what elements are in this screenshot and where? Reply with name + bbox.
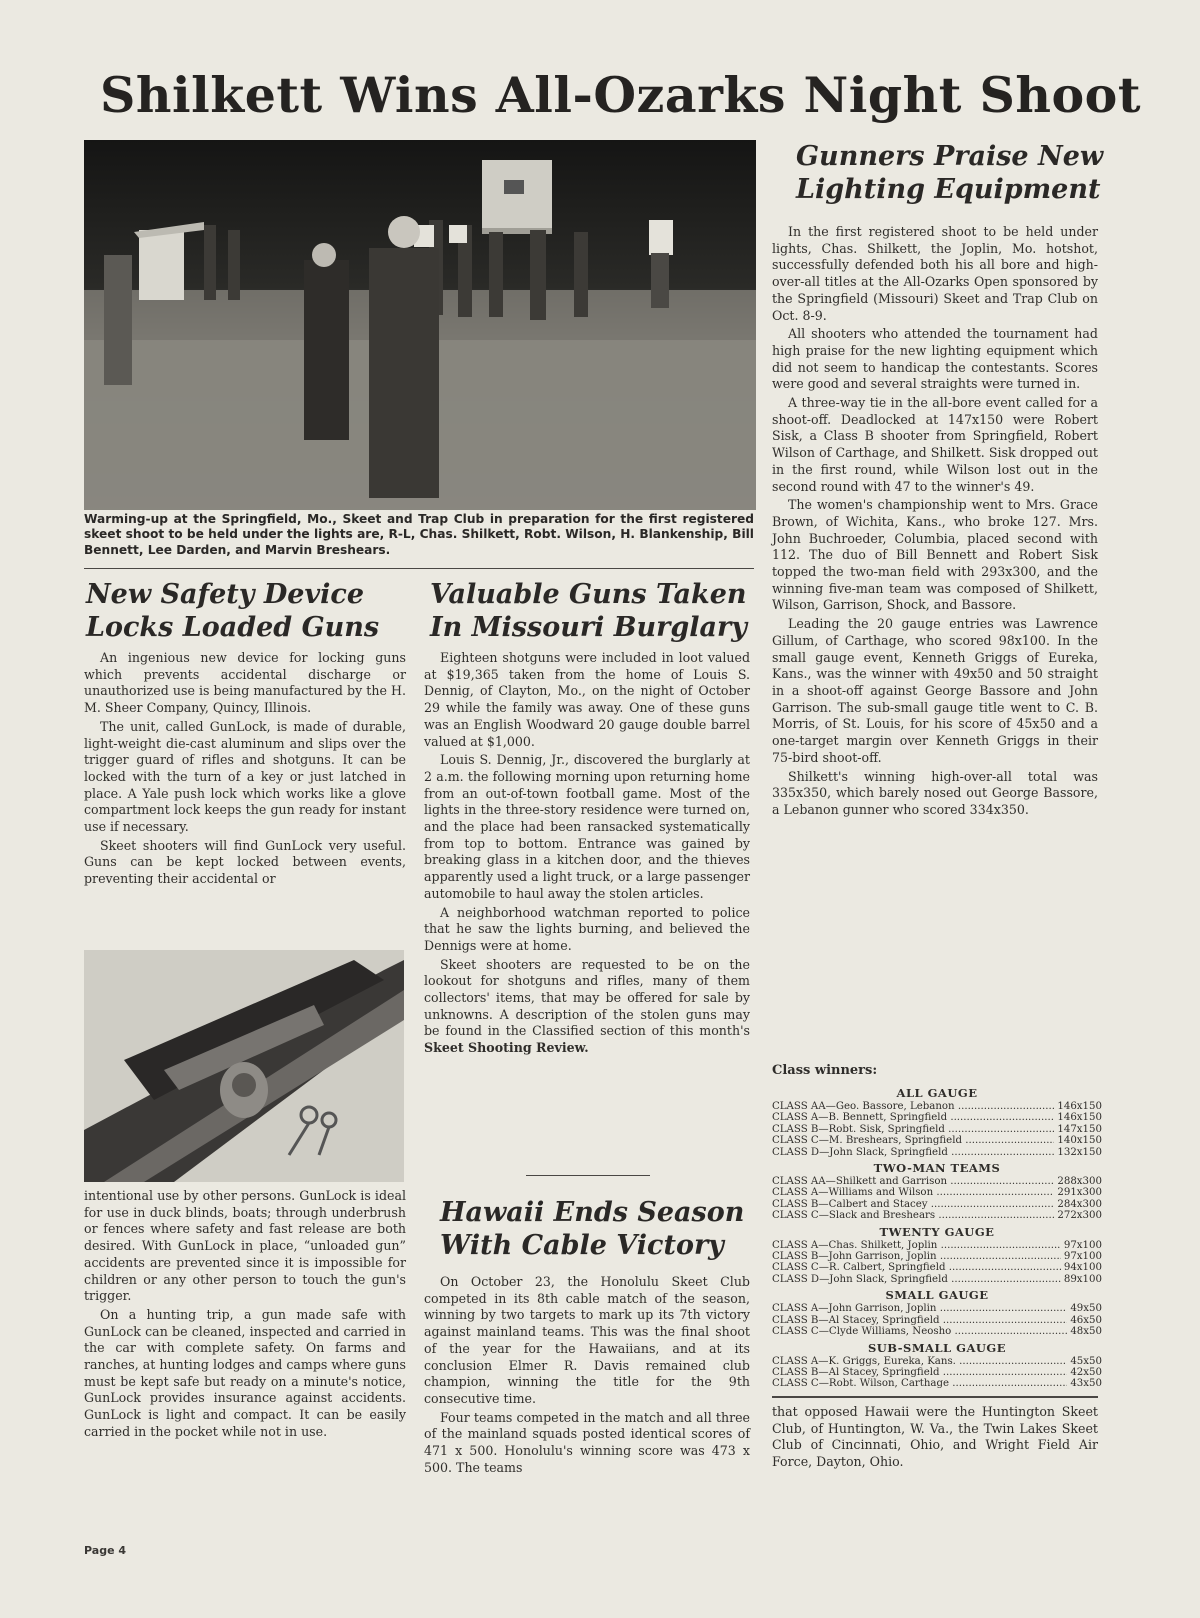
burglary-heading-line-2: In Missouri Burglary	[430, 612, 747, 643]
score-row	[772, 1262, 1102, 1273]
score-row	[772, 1326, 1102, 1337]
score-row	[772, 1147, 1102, 1158]
safety-paragraph: The unit, called GunLock, is made of durable, light-weight die-cast aluminum and slips over the trigger guard of rifles and shotguns. It can be locked with the turn of a key or just latched in place. A Yale push lock which works like a glove compartment lock keeps the gun ready for instant use if necessary.	[84, 718, 406, 835]
score-row-label: CLASS A—B. Bennett, Springfield .....	[772, 1112, 1054, 1123]
skeet-shooting-review: Skeet Shooting Review.	[424, 1040, 589, 1056]
burglary-last-text: Skeet shooters are requested to be on the lookout for shotguns and rifles, many of them collectors' items, that may be offered for sale by unknowns. A description of the stolen guns may be found in the Classified section of this month's	[424, 956, 750, 1039]
score-row-value: 49x50	[1070, 1303, 1102, 1315]
burglary-heading	[430, 578, 747, 644]
score-row-label: CLASS D—John Slack, Springfield .....	[772, 1147, 1054, 1158]
lighting-paragraph: The women's championship went to Mrs. Grace Brown, of Wichita, Kans., who broke 127. Mrs. John Buchroeder, Columbia, placed second with 112. The duo of Bill Bennett and Robert Sisk topped the two-man field with 293x300, and the winning five-man team was composed of Shilkett, Wilson, Garrison, Shock, and Bassore.	[772, 497, 1098, 613]
score-row-value: 272x300	[1057, 1210, 1102, 1222]
lighting-paragraph: In the first registered shoot to be held under lights, Chas. Shilkett, the Joplin, Mo. hotshot, successfully defended both his all bore and high-over-all titles at the All-Ozarks Open sponsored by the Springfield (Missouri) Skeet and Trap Club on Oct. 8-9.	[772, 224, 1098, 323]
score-row-value: 48x50	[1070, 1326, 1102, 1338]
safety-heading	[86, 578, 379, 644]
gunlock-photo	[84, 950, 404, 1182]
safety-article-body-top	[84, 650, 406, 890]
score-row-label: CLASS B—John Garrison, Joplin .....	[772, 1251, 1061, 1262]
score-row-value: 94x100	[1063, 1262, 1102, 1274]
score-row-label: CLASS AA—Geo. Bassore, Lebanon .....	[772, 1101, 1054, 1112]
score-row-label: CLASS A—Williams and Wilson .....	[772, 1187, 1054, 1198]
score-row-label: CLASS B—Al Stacey, Springfield .....	[772, 1315, 1067, 1326]
hawaii-heading-line-1: Hawaii Ends Season	[440, 1197, 745, 1228]
burglary-heading-line-1: Valuable Guns Taken	[430, 579, 747, 610]
safety-paragraph: intentional use by other persons. GunLock is ideal for use in duck blinds, boats; through underbrush or fences where safety and fast release are both desired. With GunLock in place, “unloaded gun” accidents are prevented since it is impossible for children or any other person to touch the gun's trigger.	[84, 1188, 406, 1304]
safety-paragraph: On a hunting trip, a gun made safe with GunLock can be cleaned, inspected and carried in the car with complete safety. On farms and ranches, at hunting lodges and camps where guns must be kept safe but ready on a minute's notice, GunLock provides insurance against accidents. GunLock is light and compact. It can be easily carried in the pocket while not in use.	[84, 1306, 406, 1439]
score-row-label: CLASS B—Calbert and Stacey .....	[772, 1199, 1054, 1210]
headline: Shilkett Wins All-Ozarks Night Shoot	[100, 66, 1141, 124]
score-row-label: CLASS A—Chas. Shilkett, Joplin .....	[772, 1240, 1061, 1251]
score-row-value: 288x300	[1057, 1176, 1102, 1188]
lighting-paragraph: A three-way tie in the all-bore event called for a shoot-off. Deadlocked at 147x150 were Robert Sisk, a Class B shooter from Springfield, Robert Wilson of Carthage, and Shilkett. Sisk dropped out in the first round, while Wilson lost out in the second round with 47 to the winner's 49.	[772, 395, 1098, 494]
score-row-value: 147x150	[1057, 1123, 1102, 1135]
safety-heading-line-1: New Safety Device	[86, 579, 365, 610]
score-section	[772, 1225, 1102, 1286]
score-section-title: ALL GAUGE	[896, 1086, 978, 1100]
lighting-paragraph: All shooters who attended the tournament had high praise for the new lighting equipment which did not seem to handicap the contestants. Scores were good and several straights were turned in.	[772, 326, 1098, 392]
burglary-paragraph: Eighteen shotguns were included in loot valued at $19,365 taken from the home of Louis S. Dennig, of Clayton, Mo., on the night of October 29 while the family was away. One of these guns was an English Woodward 20 gauge double barrel valued at $1,000.	[424, 650, 750, 749]
score-row-label: CLASS C—R. Calbert, Springfield .....	[772, 1262, 1061, 1273]
score-section-title: TWO-MAN TEAMS	[873, 1161, 1001, 1176]
score-row	[772, 1356, 1102, 1367]
score-row	[772, 1101, 1102, 1112]
safety-heading-line-2: Locks Loaded Guns	[86, 612, 380, 643]
safety-article-body-bottom	[84, 1188, 406, 1443]
burglary-article-body	[424, 650, 750, 1059]
short-rule	[526, 1175, 650, 1176]
score-row-label: CLASS A—K. Griggs, Eureka, Kans. .....	[772, 1356, 1067, 1367]
hawaii-paragraph: Four teams competed in the match and all three of the mainland squads posted identical scores of 471 x 500. Honolulu's winning score was 473 x 500. The teams	[424, 1409, 750, 1475]
score-section-title: SUB-SMALL GAUGE	[867, 1340, 1007, 1355]
score-section	[772, 1086, 1102, 1158]
score-row-label: CLASS C—M. Breshears, Springfield .....	[772, 1135, 1054, 1146]
score-row-value: 140x150	[1057, 1135, 1102, 1147]
score-row-value: 42x50	[1070, 1366, 1102, 1378]
score-row-value: 284x300	[1057, 1198, 1102, 1210]
score-row	[772, 1187, 1102, 1198]
class-winners	[772, 1063, 1102, 1393]
score-section	[772, 1288, 1102, 1337]
score-section	[772, 1341, 1102, 1390]
lighting-article-body	[772, 224, 1098, 821]
burglary-paragraph	[424, 957, 750, 1057]
score-row	[772, 1303, 1102, 1314]
burglary-paragraph: Louis S. Dennig, Jr., discovered the burglarly at 2 a.m. the following morning upon returning home from an out-of-town football game. Most of the lights in the three-story residence were turned on, and the place had been ransacked systematically from top to bottom. Entrance was gained by breaking glass in a kitchen door, and the thieves apparently used a light truck, or a large passenger automobile to haul away the stolen articles.	[424, 752, 750, 901]
page-number: Page 4	[84, 1544, 127, 1557]
hawaii-heading-line-2: With Cable Victory	[440, 1230, 724, 1261]
score-row-label: CLASS AA—Shilkett and Garrison .....	[772, 1176, 1054, 1187]
lighting-paragraph: Shilkett's winning high-over-all total was 335x350, which barely nosed out George Bassore, a Lebanon gunner who scored 334x350.	[772, 768, 1098, 817]
score-row-value: 97x100	[1063, 1239, 1102, 1251]
score-row-value: 89x100	[1063, 1273, 1102, 1285]
score-section	[772, 1161, 1102, 1222]
score-row	[772, 1274, 1102, 1285]
lighting-paragraph: Leading the 20 gauge entries was Lawrence Gillum, of Carthage, who scored 98x100. In the small gauge event, Kenneth Griggs of Eureka, Kans., was the winner with 49x50 and 50 straight in a shoot-off against George Bassore and John Garrison. The sub-small gauge title went to C. B. Morris, of St. Louis, for his score of 45x50 and a one-target margin over Kenneth Griggs in their 75-bird shoot-off.	[772, 616, 1098, 765]
score-section-title: SMALL GAUGE	[885, 1288, 989, 1303]
score-row-value: 45x50	[1070, 1355, 1102, 1367]
score-row-label: CLASS A—John Garrison, Joplin .....	[772, 1303, 1067, 1314]
score-row-label: CLASS C—Slack and Breshears .....	[772, 1210, 1054, 1221]
hawaii-heading	[440, 1196, 744, 1262]
score-row	[772, 1315, 1102, 1326]
hawaii-continuation-text: that opposed Hawaii were the Huntington Skeet Club, of Huntington, W. Va., the Twin Lakes Skeet Club of Cincinnati, Ohio, and Wright Field Air Force, Dayton, Ohio.	[772, 1404, 1098, 1470]
score-section-title: TWENTY GAUGE	[879, 1224, 995, 1239]
winners-rule	[772, 1396, 1098, 1398]
score-row-value: 146x150	[1057, 1112, 1102, 1124]
score-row	[772, 1240, 1102, 1251]
lighting-heading-line-2: Lighting Equipment	[796, 174, 1101, 205]
hawaii-continuation	[772, 1404, 1098, 1473]
main-photo-caption: Warming-up at the Springfield, Mo., Skeet and Trap Club in preparation for the first registered skeet shoot to be held under the lights are, R-L, Chas. Shilkett, Robt. Wilson, H. Blankenship, Bill Bennett, Lee Darden, and Marvin Breshears.	[84, 512, 754, 557]
score-row	[772, 1112, 1102, 1123]
score-sections	[772, 1086, 1102, 1390]
score-row-label: CLASS B—Al Stacey, Springfield .....	[772, 1367, 1067, 1378]
score-row-value: 97x100	[1063, 1251, 1102, 1263]
score-row-label: CLASS B—Robt. Sisk, Springfield .....	[772, 1124, 1054, 1135]
hawaii-article-body	[424, 1274, 750, 1478]
caption-rule	[84, 568, 754, 569]
score-row	[772, 1135, 1102, 1146]
burglary-paragraph: A neighborhood watchman reported to police that he saw the lights burning, and believed the Dennigs were at home.	[424, 904, 750, 953]
score-row	[772, 1251, 1102, 1262]
score-row-value: 46x50	[1070, 1314, 1102, 1326]
score-row	[772, 1199, 1102, 1210]
lighting-heading-line-1: Gunners Praise New	[796, 141, 1104, 172]
score-row-label: CLASS C—Robt. Wilson, Carthage .....	[772, 1378, 1067, 1389]
score-row	[772, 1367, 1102, 1378]
score-row-value: 43x50	[1070, 1378, 1102, 1390]
score-row	[772, 1210, 1102, 1221]
safety-paragraph: An ingenious new device for locking guns which prevents accidental discharge or unauthorized use is being manufactured by the H. M. Sheer Company, Quincy, Illinois.	[84, 650, 406, 716]
score-row-value: 291x300	[1057, 1187, 1102, 1199]
safety-paragraph: Skeet shooters will find GunLock very useful. Guns can be kept locked between events, preventing their accidental or	[84, 837, 406, 887]
score-row	[772, 1124, 1102, 1135]
score-row-label: CLASS C—Clyde Williams, Neosho .....	[772, 1326, 1067, 1337]
lighting-heading	[796, 140, 1103, 206]
score-row-label: CLASS D—John Slack, Springfield .....	[772, 1274, 1061, 1285]
class-winners-title: Class winners:	[772, 1063, 878, 1078]
score-row	[772, 1176, 1102, 1187]
score-row-value: 132x150	[1057, 1146, 1102, 1158]
hawaii-paragraph: On October 23, the Honolulu Skeet Club competed in its 8th cable match of the season, winning by two targets to mark up its 7th victory against mainland teams. This was the final shoot of the year for the Hawaiians, and at its conclusion Elmer R. Davis remained club champion, winning the title for the 9th consecutive time.	[424, 1274, 750, 1406]
score-row-value: 146x150	[1057, 1101, 1102, 1112]
main-photo	[84, 140, 756, 510]
score-row	[772, 1378, 1102, 1389]
